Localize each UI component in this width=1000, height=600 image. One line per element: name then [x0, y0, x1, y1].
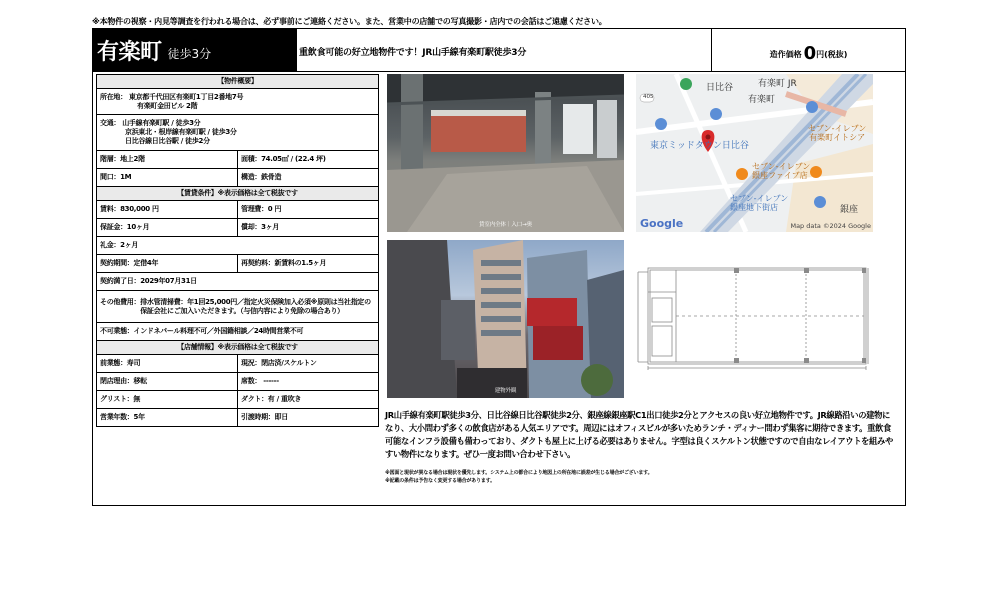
price-label: 造作価格 — [769, 49, 802, 59]
station-title-block — [93, 29, 297, 71]
map-label-midtown: 東京ミッドタウン日比谷 — [650, 141, 749, 151]
map-copyright: Map data ©2024 Google — [790, 222, 871, 230]
price-unit: 円(税抜) — [816, 49, 848, 59]
not-allowed-business: 不可業態：インドネパール料理不可／外国籍相談／24時間営業不可 — [97, 323, 379, 341]
notes — [385, 469, 652, 485]
map-label-seven-2-branch: 銀座ファイブ店 — [752, 171, 808, 181]
map-label-seven-3 — [730, 194, 788, 212]
floor-plan-drawing — [636, 262, 873, 372]
exterior-photo-drawing — [387, 240, 624, 398]
section-lease: 【賃貸条件】※表示価格は全て税抜です — [97, 187, 379, 201]
map-label-hibiya: 日比谷 — [706, 83, 734, 93]
section-overview: 【物件概要】 — [97, 75, 379, 89]
exterior-photo — [387, 240, 624, 398]
map-label-seven-1-name: セブン-イレブン — [808, 124, 867, 133]
interior-photo-caption: 賃室内全体｜入口→奥 — [478, 222, 533, 228]
map-label-ginza: 銀座 — [840, 205, 859, 215]
access-line-2: 京浜東北・根岸線有楽町駅 / 徒歩3分 — [125, 128, 237, 137]
note-1: ※図面と現状が異なる場合は現状を優先します。システム上の都合により地図上の所在地に誤差が生じる場合がございます。 — [385, 470, 653, 476]
management-fee: 管理費：0 円 — [238, 201, 379, 219]
duct: ダクト：有 / 重吹き — [238, 391, 379, 409]
rent: 賃料：830,000 円 — [97, 201, 238, 219]
price-value: 0 — [803, 43, 817, 64]
handover-timing: 引渡時期：即日 — [238, 409, 379, 427]
price-block — [711, 29, 905, 71]
property-description: JR山手線有楽町駅徒歩3分、日比谷線日比谷駅徒歩2分、銀座線銀座駅C1出口徒歩2分とアクセスの良い好立地物件です。JR線路沿いの建物になり、大小問わず多くの飲食店がある人気エリアです。周辺にはオフィスビルが多いためランチ・ディナー問わず集客に期待できます。重飲食可能なインフラ設備も備わっており、ダクトも屋上に上げる必要はありません。字型は良くスケルトン状態ですので自由なレイアウトを組みやすい物件になります。ぜひ一度お問い合わせ下さい。 — [385, 410, 893, 459]
map-label-yurakucho: 有楽町 — [748, 95, 776, 105]
spec-table — [96, 74, 379, 427]
map-label-seven-1-branch: 有楽町イトシア — [809, 133, 866, 143]
location-map[interactable] — [636, 74, 873, 232]
catch-copy: 重飲食可能の好立地物件です！JR山手線有楽町駅徒歩3分 — [299, 48, 527, 58]
structure: 構造：鉄骨造 — [238, 169, 379, 187]
current-status: 現況：閉店済/スケルトン — [238, 355, 379, 373]
access-cell — [97, 115, 379, 151]
closure-reason: 閉店理由：移転 — [97, 373, 238, 391]
years-operated: 営業年数：5年 — [97, 409, 238, 427]
seats: 席数： ------ — [238, 373, 379, 391]
other-costs-label: その他費用： — [100, 297, 141, 306]
property-sheet — [92, 28, 906, 506]
address-cell — [97, 89, 379, 115]
contract-period: 契約期間：定借4年 — [97, 255, 238, 273]
map-label-seven-3-branch: 銀座地下街店 — [730, 203, 778, 213]
access-line-1: 交通： 山手線有楽町駅 / 徒歩3分 — [100, 119, 201, 128]
deposit: 保証金：10ヶ月 — [97, 219, 238, 237]
access-line-3: 日比谷線日比谷駅 / 徒歩2分 — [125, 136, 210, 145]
walk-time: 徒歩3分 — [167, 46, 212, 61]
map-label-yurakucho-jr: 有楽町 JR — [758, 79, 797, 89]
other-costs: 排水管清掃費：年1回25,000円／指定火災保険加入必須※原則は当社指定の保証会社にご加入いただきます。（与信内容により免除の場合あり） — [140, 297, 371, 315]
grease-trap: グリスト：無 — [97, 391, 238, 409]
address: 所在地： 東京都千代田区有楽町1丁目2番地7号 — [100, 92, 244, 101]
section-store-info: 【店舗情報】※表示価格は全て税抜です — [97, 341, 379, 355]
area: 面積：74.05㎡ / (22.4 坪) — [238, 151, 379, 169]
viewing-notice: ※本物件の視察・内見等調査を行われる場合は、必ず事前にご連絡ください。また、営業中の店舗での写真撮影・店内での会話はご遠慮ください。 — [92, 17, 607, 26]
address-building: 有楽町金田ビル 2階 — [137, 101, 198, 110]
exterior-photo-caption: 建物外観 — [494, 388, 517, 394]
map-label-seven-1 — [808, 124, 866, 142]
interior-photo-drawing — [387, 74, 624, 232]
floor-plan[interactable] — [636, 262, 873, 372]
other-costs-cell — [97, 291, 379, 323]
map-label-route: 405 — [643, 94, 654, 100]
amortization: 償却：3ヶ月 — [238, 219, 379, 237]
previous-business: 前業態：寿司 — [97, 355, 238, 373]
map-label-seven-2-name: セブン-イレブン — [752, 162, 811, 171]
renewal-fee: 再契約料：新賃料の1.5ヶ月 — [238, 255, 379, 273]
station-name: 有楽町 — [97, 39, 162, 65]
frontage: 間口：1M — [97, 169, 238, 187]
map-label-seven-3-name: セブン-イレブン — [730, 194, 789, 203]
floors: 階層：地上2階 — [97, 151, 238, 169]
note-2: ※記載の条件は予告なく変更する場合があります。 — [385, 478, 495, 484]
map-label-seven-2 — [752, 162, 810, 180]
sheet-header — [93, 29, 905, 72]
interior-photo — [387, 74, 624, 232]
contract-end-date: 契約満了日：2029年07月31日 — [97, 273, 379, 291]
google-logo: Google — [640, 217, 684, 230]
key-money: 礼金：2ヶ月 — [97, 237, 379, 255]
